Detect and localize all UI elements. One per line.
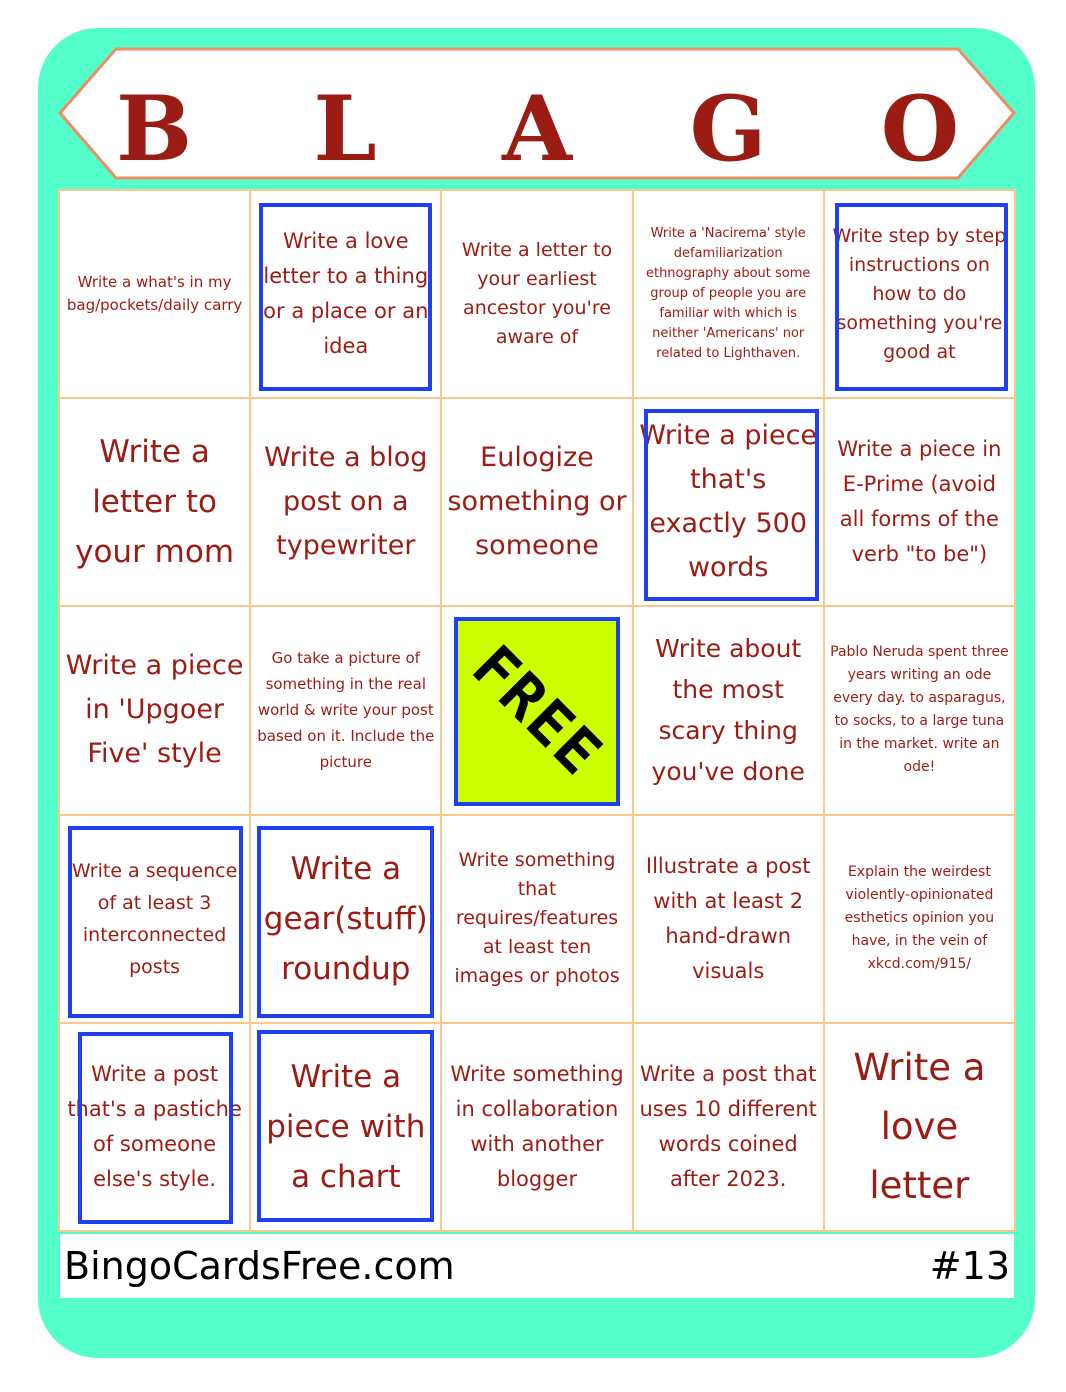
bingo-cell[interactable] — [59, 606, 250, 814]
bingo-cell[interactable] — [441, 815, 632, 1023]
bingo-cell[interactable] — [441, 398, 632, 606]
cell-text: Explain the weirdest violently-opinionated esthetics opinion you have, in the vein of xkcd.com/915/ — [844, 864, 995, 973]
site-name: BingoCardsFree.com — [64, 1244, 455, 1288]
bingo-cell[interactable] — [59, 398, 250, 606]
bingo-cell[interactable] — [633, 606, 824, 814]
cell-text: Write a 'Nacirema' style defamiliarization ethnography about some group of people you are familiar with which is neither 'Americans' nor related to Lighthaven. — [645, 226, 811, 362]
cell-text: Write something that requires/features at least ten images or photos — [454, 849, 620, 988]
cell-text: Write a love letter to a thing or a place or an idea — [263, 229, 429, 359]
bingo-cell[interactable] — [824, 815, 1015, 1023]
bingo-cell[interactable] — [633, 398, 824, 606]
cell-text: Write a blog post on a typewriter — [264, 442, 428, 562]
free-label: FREE — [458, 632, 616, 791]
bingo-cell[interactable] — [824, 606, 1015, 814]
bingo-cell[interactable] — [59, 190, 250, 398]
bingo-cell[interactable] — [441, 1023, 632, 1231]
cell-text: Pablo Neruda spent three years writing an ode every day. to asparagus, to socks, to a large tuna in the market. write an ode! — [830, 644, 1009, 776]
bingo-cell[interactable] — [633, 190, 824, 398]
cell-text: Write a piece that's exactly 500 words — [639, 420, 818, 584]
free-cell[interactable] — [441, 606, 632, 814]
cell-text: Write a piece with a chart — [266, 1058, 426, 1195]
free-space — [454, 617, 619, 805]
cell-text: Go take a picture of something in the real world & write your post based on it. Include the picture — [257, 649, 435, 772]
card-number: #13 — [929, 1244, 1010, 1288]
cell-text: Write step by step instructions on how to do something you're good at — [832, 224, 1007, 363]
cell-text: Illustrate a post with at least 2 hand-drawn visuals — [645, 853, 811, 983]
cell-text: Write something in collaboration with another blogger — [450, 1061, 624, 1191]
bingo-cell[interactable] — [824, 398, 1015, 606]
bingo-cell[interactable] — [824, 190, 1015, 398]
bingo-cell[interactable] — [441, 190, 632, 398]
cell-text: Write a letter to your mom — [75, 434, 235, 571]
header-letter-l: L — [313, 76, 377, 182]
header-letter-b: B — [115, 76, 193, 182]
cell-text: Write a post that's a pastiche of someone else's style. — [67, 1061, 242, 1191]
cell-text: Write a piece in 'Upgoer Five' style — [65, 650, 244, 770]
header-letter-o: O — [880, 76, 960, 182]
cell-text: Write a post that uses 10 different words coined after 2023. — [639, 1061, 817, 1191]
bingo-cell[interactable] — [59, 1023, 250, 1231]
bingo-cell[interactable] — [250, 398, 441, 606]
cell-text: Write about the most scary thing you've done — [651, 634, 805, 787]
header-letter-g: G — [689, 76, 767, 182]
bingo-cell[interactable] — [633, 815, 824, 1023]
bingo-cell[interactable] — [824, 1023, 1015, 1231]
header-letter-a: A — [502, 76, 572, 182]
bingo-cell[interactable] — [633, 1023, 824, 1231]
bingo-cell[interactable] — [250, 815, 441, 1023]
bingo-cell[interactable] — [250, 1023, 441, 1231]
cell-text: Write a what's in my bag/pockets/daily carry — [66, 273, 243, 315]
bingo-cell[interactable] — [250, 606, 441, 814]
cell-text: Write a love letter — [853, 1046, 986, 1208]
cell-text: Write a gear(stuff) roundup — [263, 850, 428, 987]
bingo-cell[interactable] — [250, 190, 441, 398]
bingo-grid — [58, 189, 1016, 1232]
cell-text: Write a letter to your earliest ancestor you're aware of — [461, 239, 613, 349]
footer — [60, 1234, 1014, 1298]
cell-text: Write a piece in E-Prime (avoid all forms of the verb "to be") — [837, 437, 1002, 567]
bingo-cell[interactable] — [59, 815, 250, 1023]
cell-text: Eulogize something or someone — [447, 442, 627, 562]
cell-text: Write a sequence of at least 3 interconnected posts — [71, 859, 238, 978]
